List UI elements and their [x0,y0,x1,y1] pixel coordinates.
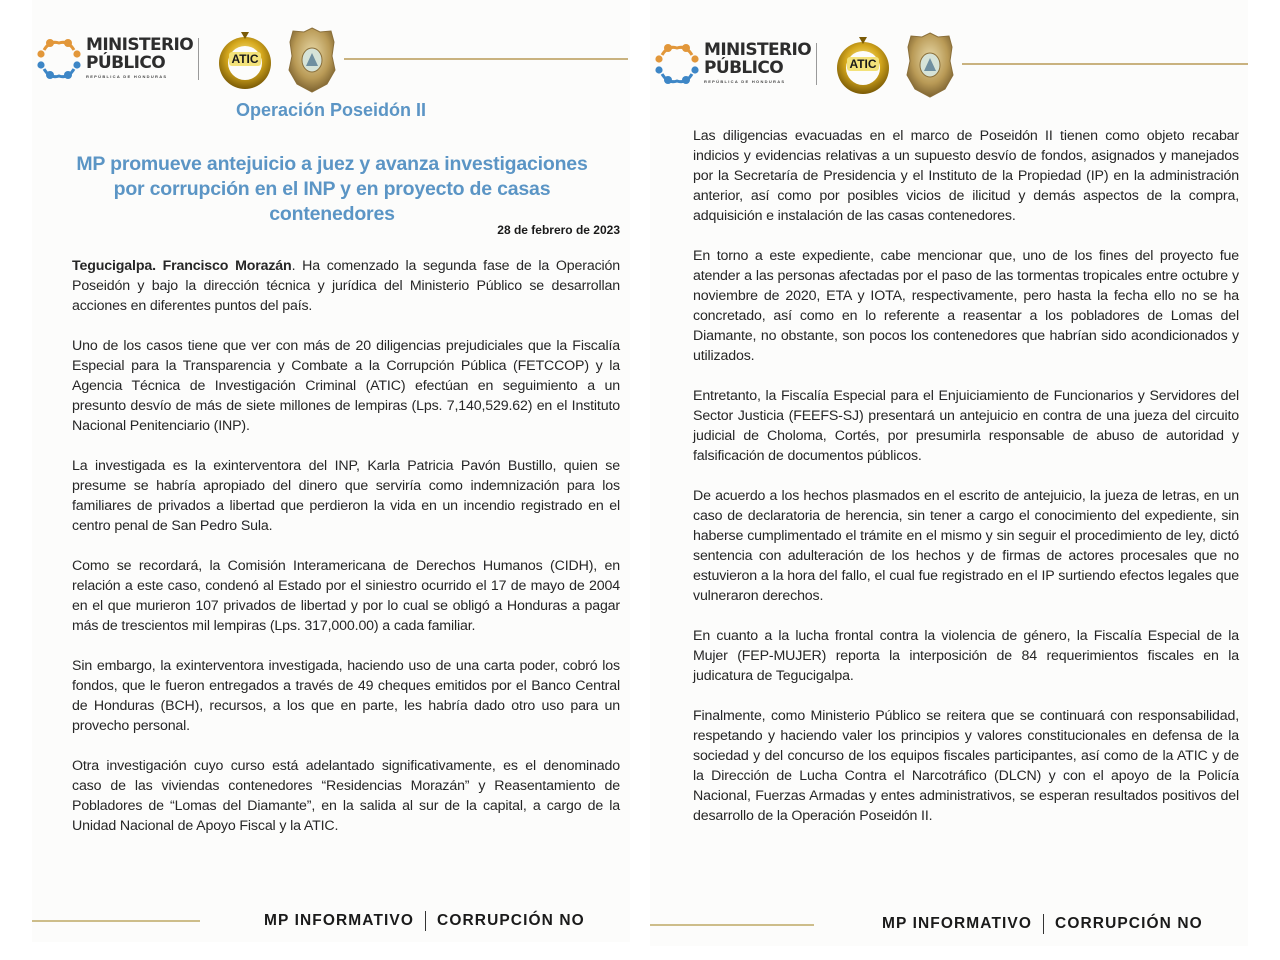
ministerio-publico-wordmark [86,36,193,79]
paragraph: Uno de los casos tiene que ver con más de 20 diligencias prejudiciales que la Fiscalía Especial para la Transparencia y Combate a la Corrupción Pública (FETCCOP) y la Agencia Técnica de Investigación Criminal (ATIC) efectúan en seguimiento a un presunto desvío de más de siete millones de lempiras (Lps. 7,140,529.62) en el Instituto Nacional Penitenciario (INP). [72,338,620,434]
ministerio-publico-logo-icon [36,36,82,82]
logo-line-1: MINISTERIO [704,40,812,60]
paragraph: Finalmente, como Ministerio Público se reitera que se continuará con responsabilidad, respetando y haciendo valer los principios y valores constitucionales en defensa de la sociedad y del concurso de los equipos fiscales participantes, así como de la ATIC y de la Dirección de Lucha Contra el Narcotráfico (DLCN) y con el apoyo de la Policía Nacional, Fuerzas Armadas y entes administrativos, se esperan resultados positivos del desarrollo de la Operación Poseidón II. [693,708,1239,824]
logo-subtitle: REPÚBLICA DE HONDURAS [704,79,786,84]
logo-divider [816,43,817,85]
footer-rule [650,924,814,926]
logo-line-2: PÚBLICO [86,53,166,73]
paragraph-text: . Ha comenzado la segunda fase de la Operación Poseidón y bajo la dirección técnica y jurídica del Ministerio Público se desarrollan acciones en diferentes puntos del país. [72,258,621,314]
footer-left-text: MP INFORMATIVO [264,912,415,930]
article-body [72,256,620,856]
logo-line-1: MINISTERIO [86,35,194,55]
footer-tagline [264,911,585,931]
footer-right-text: CORRUPCIÓN NO [437,912,585,930]
page-header [650,27,1248,107]
document-page-2 [650,0,1248,946]
paragraph: Como se recordará, la Comisión Interamericana de Derechos Humanos (CIDH), en relación a este caso, condenó al Estado por el siniestro ocurrido el 17 de mayo de 2004 en el que murieron 107 privados de libertad y por lo cual se obligó a Honduras a pagar más de trescientos mil lempiras (Lps. 317,000.00) a cada familiar. [72,558,620,634]
header-rule [344,58,628,60]
paragraph: En cuanto a la lucha frontal contra la violencia de género, la Fiscalía Especial de la Mujer (FEP-MUJER) reporta la interposición de 84 requerimientos fiscales en la judicatura de Tegucigalpa. [693,628,1239,684]
footer-rule [32,920,200,922]
ministerio-publico-wordmark [704,41,811,84]
paragraph: De acuerdo a los hechos plasmados en el escrito de antejuicio, la jueza de letras, en un caso de declaratoria de herencia, sin tener a cargo el conocimiento del expediente, sin haberse cumplimentado el trámite en el mismo y sin seguir el procedimiento de ley, dictó sentencia con adulteración de los hechos y de firmas de actores procesales que no estuvieron a la hora del fallo, el cual fue registrado en el IP surtiendo efectos legales que vulneraron derechos. [693,488,1239,604]
dateline: Tegucigalpa. Francisco Morazán [72,258,292,274]
publication-date: 28 de febrero de 2023 [497,223,620,237]
footer-left-text: MP INFORMATIVO [882,915,1033,933]
atic-label: ATIC [229,52,261,66]
footer-tagline [882,914,1203,934]
logo-line-2: PÚBLICO [704,58,784,78]
paragraph: En torno a este expediente, cabe mencionar que, uno de los fines del proyecto fue atender a las personas afectadas por el paso de las tormentas tropicales entre octubre y noviembre de 2020, ETA y IOTA, respectivamente, pero hasta la fecha ello no se ha concretado, así como en lo referente a reasentar a los pobladores de Lomas del Diamante, no obstante, son pocos los contenedores que habrían sido acondicionados y utilizados. [693,248,1239,364]
headline: MP promueve antejuicio a juez y avanza investigaciones por corrupción en el INP y en proyecto de casas contenedores [76,153,588,225]
paragraph: Sin embargo, la exinterventora investigada, haciendo uso de una carta poder, cobró los fondos, que le fueron entregados a través de 49 cheques emitidos por el Banco Central de Honduras (BCH), recursos, a los que en parte, les habría dado otro uso para un provecho personal. [72,658,620,734]
page-footer [650,905,1248,945]
ministerio-publico-logo-icon [654,41,700,87]
page-header [32,22,630,102]
header-rule [962,63,1248,65]
paragraph: Entretanto, la Fiscalía Especial para el Enjuiciamiento de Funcionarios y Servidores del Sector Justicia (FEEFS-SJ) presentará un antejuicio en contra de una jueza del circuito judicial de Choloma, Cortés, por presumirla responsable de abuso de autoridad y falsificación de documentos públicos. [693,388,1239,464]
paragraph: La investigada es la exinterventora del INP, Karla Patricia Pavón Bustillo, quien se presume se habría apropiado del dinero que serviría como indemnización para los familiares de privados a libertad que perdieron la vida en un incendio registrado en el centro penal de San Pedro Sula. [72,458,620,534]
document-page-1 [32,0,630,942]
police-badge-icon [905,31,955,99]
logo-divider [198,38,199,80]
paragraph [72,256,620,316]
kicker-title: Operación Poseidón II [235,100,427,120]
logo-subtitle: REPÚBLICA DE HONDURAS [86,74,168,79]
page-footer [32,902,630,942]
footer-right-text: CORRUPCIÓN NO [1055,915,1203,933]
article-body [693,126,1239,846]
police-badge-icon [287,26,337,94]
atic-label: ATIC [847,57,879,71]
paragraph: Otra investigación cuyo curso está adelantado significativamente, es el denominado caso de las viviendas contenedores “Residencias Morazán” y Reasentamiento de Pobladores de “Lomas del Diamante”, en la salida al sur de la capital, a cargo de la Unidad Nacional de Apoyo Fiscal y la ATIC. [72,758,620,834]
footer-divider [425,911,426,931]
footer-divider [1043,914,1044,934]
paragraph: Las diligencias evacuadas en el marco de Poseidón II tienen como objeto recabar indicios y evidencias relativas a un supuesto desvío de fondos, asignados y manejados por la Secretaría de Presidencia y el Instituto de la Propiedad (IP) en la administración anterior, así como por posibles vicios de ilicitud y demás aspectos de la compra, adquisición e instalación de las casas contenedores. [693,128,1239,224]
